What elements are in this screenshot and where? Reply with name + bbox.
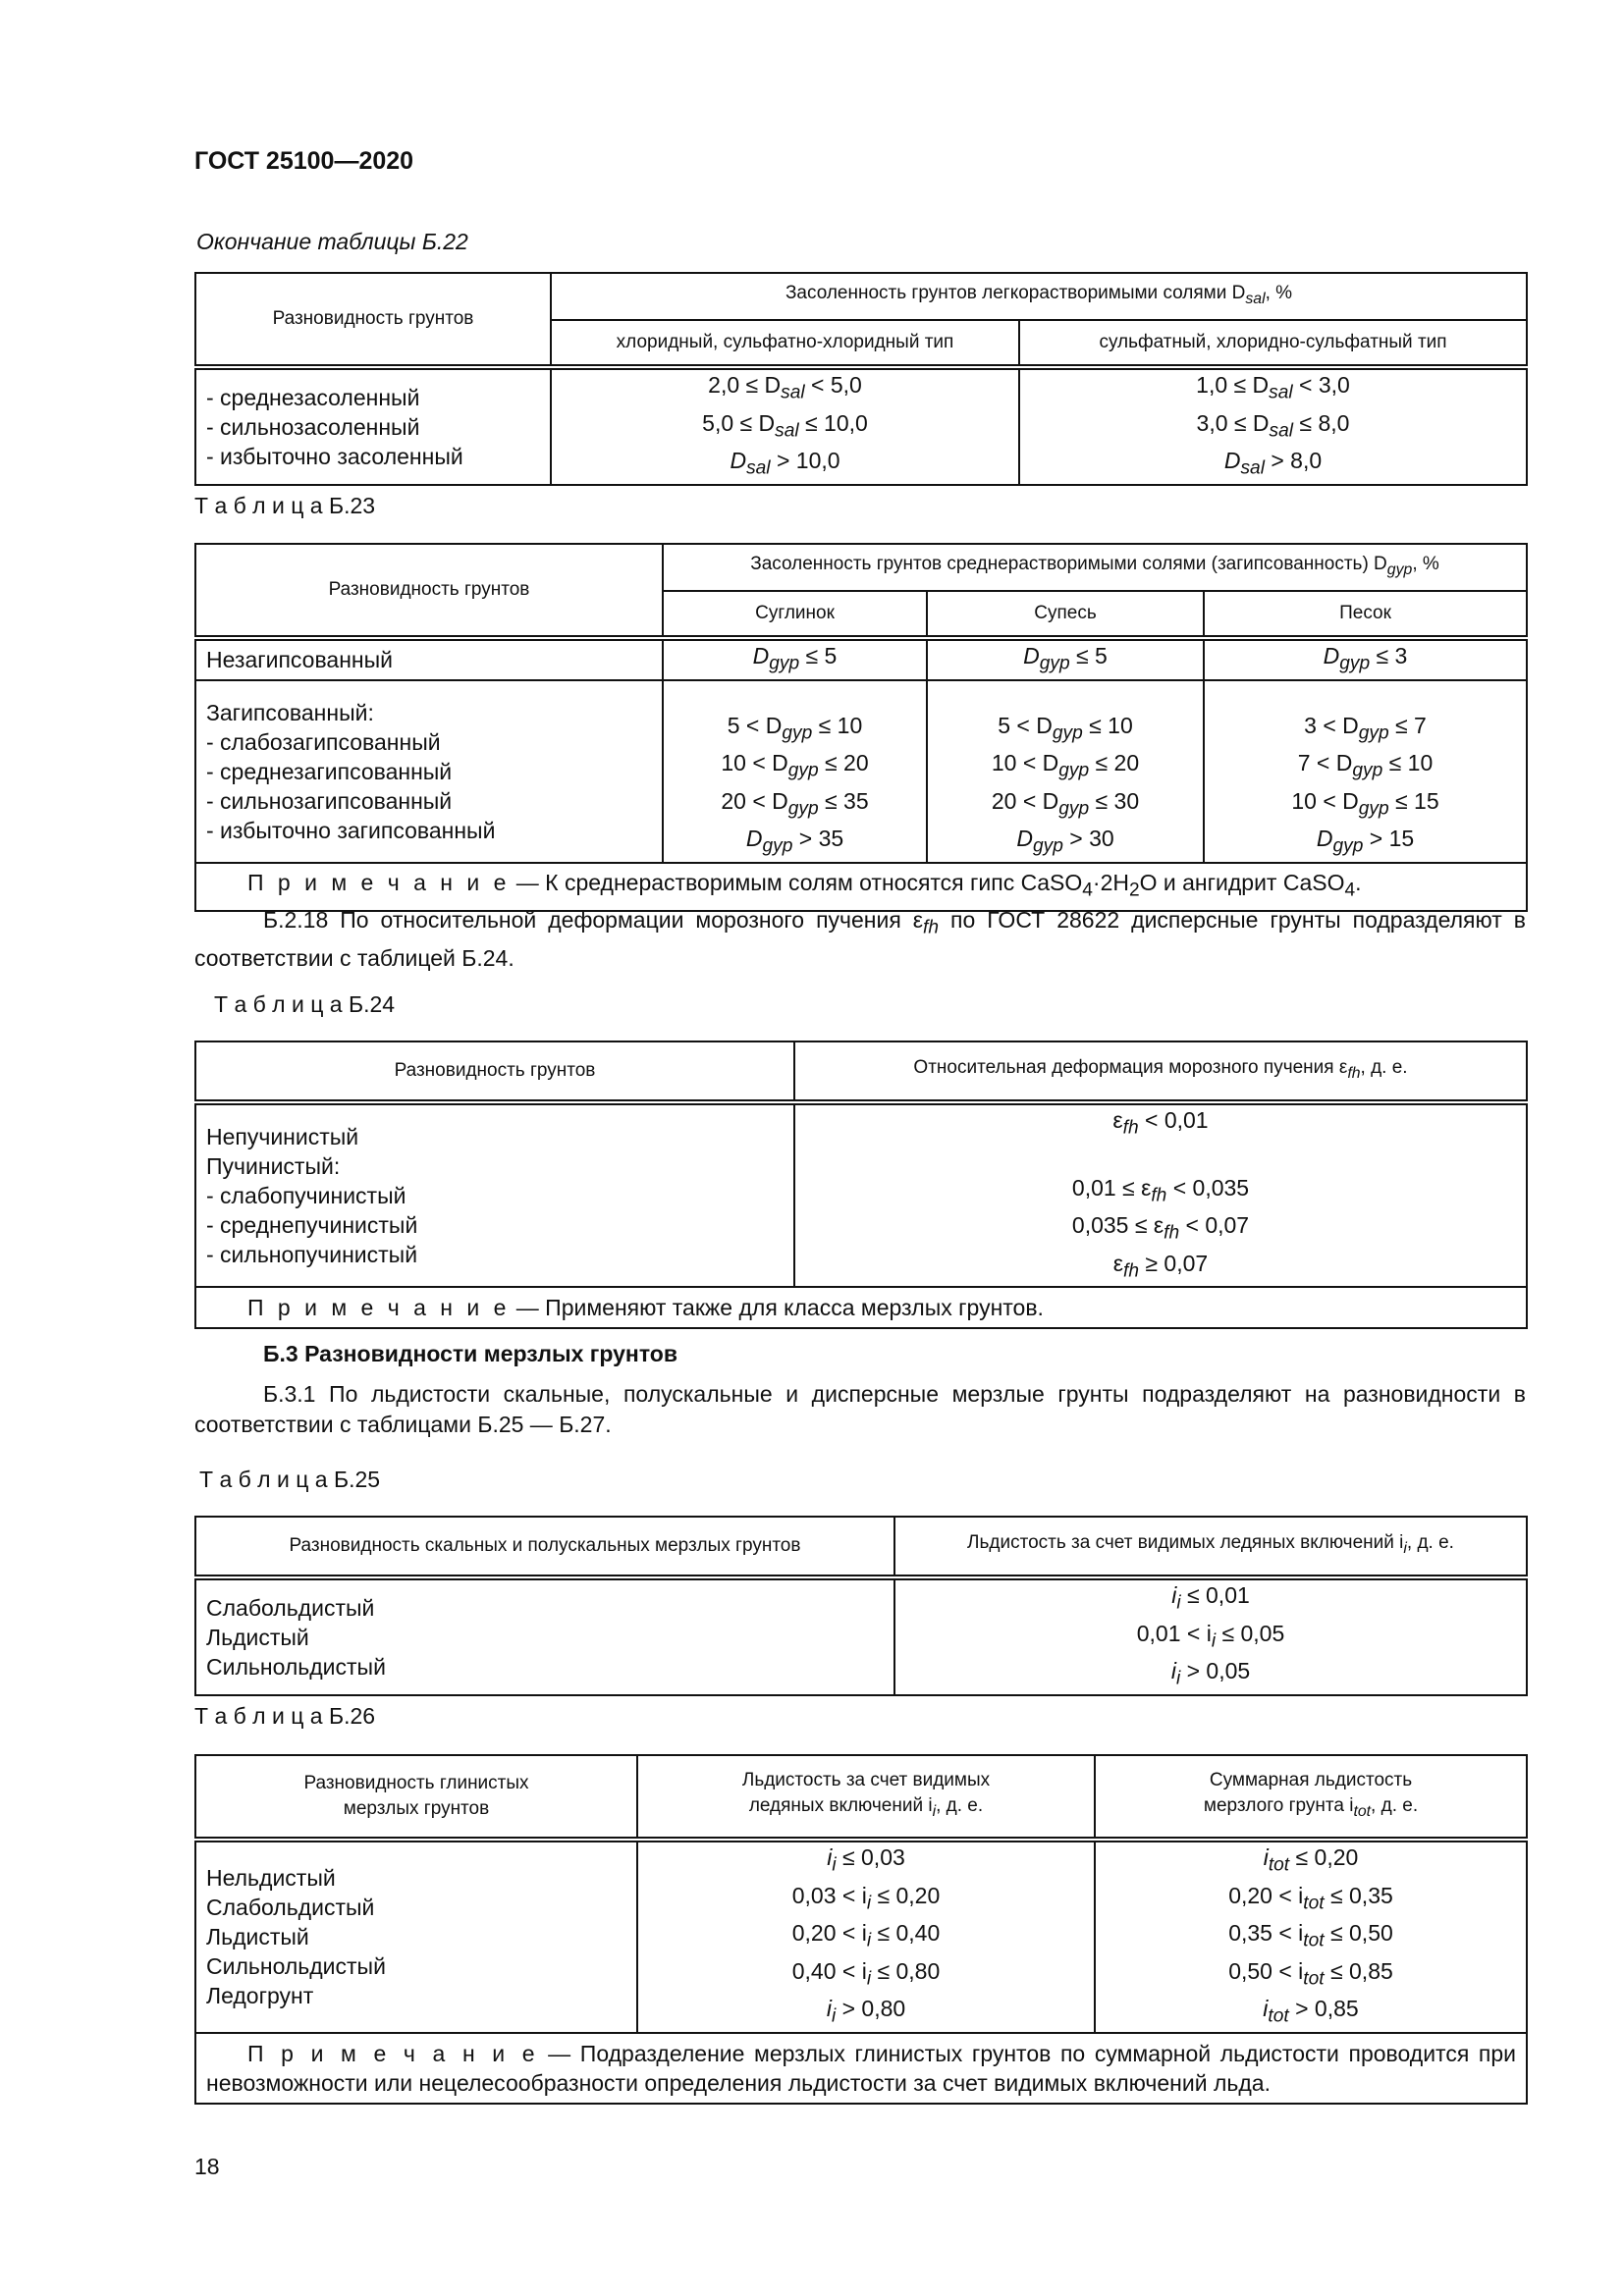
table-b26-header-type: Разновидность глинистых мерзлых грунтов (195, 1755, 637, 1840)
table-b23 (194, 543, 1528, 912)
table-b22-types: - среднезасоленный - сильнозасоленный - избыточно засоленный (195, 367, 551, 485)
table-b23-sandy-loam-values: $5 < D_{gyp} \le 10$ $10 < D_{gyp} \le 20$ $20 < D_{gyp} \le 30$ $D_{gyp} > 30$ (927, 680, 1204, 863)
table-b25-header-iciness: Льдистость за счет видимых ледяных включений $i_i$, д. е. (894, 1517, 1527, 1577)
table-b24-types: Непучинистый Пучинистый: - слабопучинистый - среднепучинистый - сильнопучинистый (195, 1102, 794, 1287)
table-b25-caption: Т а б л и ц а Б.25 (199, 1467, 381, 1492)
table-b23-header-sandy-loam: Супесь (927, 591, 1204, 638)
table-b23-header-sand: Песок (1204, 591, 1527, 638)
table-b22-header-group: Засоленность грунтов легкорастворимыми солями $D_{sal}$, % (551, 273, 1527, 320)
table-b26-types: Нельдистый Слабольдистый Льдистый Сильнольдистый Ледогрунт (195, 1840, 637, 2033)
table-b26 (194, 1754, 1528, 2105)
table-b23-note: П р и м е ч а н и е — К среднерастворимым солям относятся гипс $CaSO_4\cdot 2H_2O$ и ангидрит CaSO$_4$. (195, 863, 1527, 911)
table-b23-sand-values: $3 < D_{gyp} \le 7$ $7 < D_{gyp} \le 10$ $10 < D_{gyp} \le 15$ $D_{gyp} > 15$ (1204, 680, 1527, 863)
table-b23-cell: $D_{gyp} \le 5$ (927, 638, 1204, 680)
table-b23-caption: Т а б л и ц а Б.23 (194, 493, 376, 518)
table-b22-header-chloride: хлоридный, сульфатно-хлоридный тип (551, 320, 1019, 367)
table-b23-cell: $D_{gyp} \le 5$ (663, 638, 927, 680)
document-header: ГОСТ 25100—2020 (194, 147, 414, 175)
table-b22-sulfate-values: $1,0 \le D_{sal} < 3,0$ $3,0 \le D_{sal} \le 8,0$ $D_{sal} > 8,0$ (1019, 367, 1527, 485)
table-b24-header-type: Разновидность грунтов (195, 1041, 794, 1102)
table-b26-header-total-ice: Суммарная льдистость мерзлого грунта $i_{tot}$, д. е. (1095, 1755, 1527, 1840)
table-b22-caption: Окончание таблицы Б.22 (196, 229, 468, 254)
table-b26-total-ice-values: $i_{tot} \le 0,20$ $0,20 < i_{tot} \le 0,35$ $0,35 < i_{tot} \le 0,50$ $0,50 < i_{tot} \le 0,85$ $i_{tot} > 0,85$ (1095, 1840, 1527, 2033)
table-b26-caption: Т а б л и ц а Б.26 (194, 1703, 376, 1729)
table-b26-visible-ice-values: $i_i \le 0,03$ $0,03 < i_i \le 0,20$ $0,20 < i_i \le 0,40$ $0,40 < i_i \le 0,80$ $i_i > 0,80$ (637, 1840, 1095, 2033)
table-b25-values: $i_i \le 0,01$ $0,01 < i_i \le 0,05$ $i_i > 0,05$ (894, 1577, 1527, 1695)
table-b22-chloride-values: $2,0 \le D_{sal} < 5,0$ $5,0 \le D_{sal} \le 10,0$ $D_{sal} > 10,0$ (551, 367, 1019, 485)
paragraph-b3-1: Б.3.1 По льдистости скальные, полускальные и дисперсные мерзлые грунты подразделяют на разновидности в соответствии с таблицами Б.25 — Б.27. (194, 1381, 1526, 1437)
page-number: 18 (194, 2154, 220, 2179)
table-b22-header-type: Разновидность грунтов (195, 273, 551, 367)
table-b26-note: П р и м е ч а н и е — Подразделение мерзлых глинистых грунтов по суммарной льдистости проводится при невозможности или нецелесообразности определения льдистости за счет видимых включений льда. (195, 2033, 1527, 2104)
table-b25-header-type: Разновидность скальных и полускальных мерзлых грунтов (195, 1517, 894, 1577)
table-b24-header-deformation: Относительная деформация морозного пучения $\varepsilon_{fh}$, д. е. (794, 1041, 1527, 1102)
table-b23-gypsed-types: Загипсованный: - слабозагипсованный - среднезагипсованный - сильнозагипсованный - избыточно загипсованный (195, 680, 663, 863)
table-b23-header-type: Разновидность грунтов (195, 544, 663, 638)
table-b24-note: П р и м е ч а н и е — Применяют также для класса мерзлых грунтов. (195, 1287, 1527, 1328)
section-b3-heading: Б.3 Разновидности мерзлых грунтов (263, 1341, 677, 1366)
table-b24-caption: Т а б л и ц а Б.24 (214, 991, 396, 1017)
table-b23-cell: $D_{gyp} \le 3$ (1204, 638, 1527, 680)
table-b26-header-visible-ice: Льдистость за счет видимых ледяных включений $i_i$, д. е. (637, 1755, 1095, 1840)
table-b22-header-sulfate: сульфатный, хлоридно-сульфатный тип (1019, 320, 1527, 367)
table-b25-types: Слабольдистый Льдистый Сильнольдистый (195, 1577, 894, 1695)
table-b24-values: $\varepsilon_{fh} < 0,01$ $0,01 \le \varepsilon_{fh} < 0,035$ $0,035 \le \varepsilon_{fh} < 0,07$ $\varepsilon_{fh} \ge 0,07$ (794, 1102, 1527, 1287)
table-b22 (194, 272, 1528, 486)
table-b23-header-group: Засоленность грунтов среднерастворимыми солями (загипсованность) $D_{gyp}$, % (663, 544, 1527, 591)
paragraph-b2-18: Б.2.18 По относительной деформации морозного пучения $\varepsilon_{fh}$ по ГОСТ 28622 дисперсные грунты подразделяют в соответствии с таблицей Б.24. (194, 907, 1526, 971)
table-b23-loam-values: $5 < D_{gyp} \le 10$ $10 < D_{gyp} \le 20$ $20 < D_{gyp} \le 35$ $D_{gyp} > 35$ (663, 680, 927, 863)
table-b24 (194, 1041, 1528, 1329)
table-b25 (194, 1516, 1528, 1696)
table-b23-row-ungypsed: Незагипсованный (195, 638, 663, 680)
table-b23-header-loam: Суглинок (663, 591, 927, 638)
